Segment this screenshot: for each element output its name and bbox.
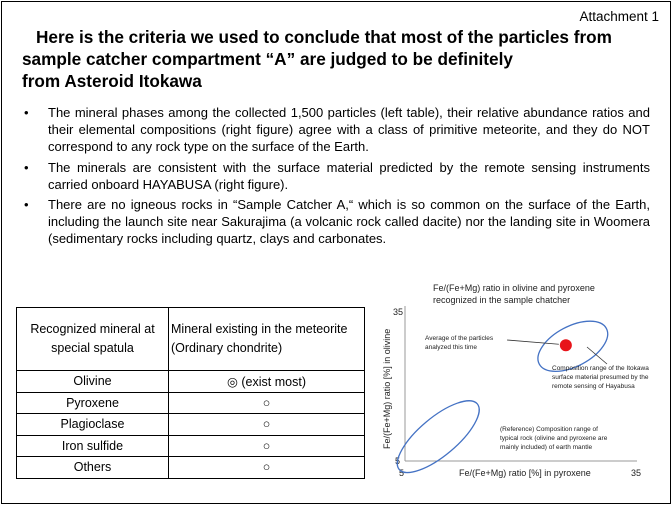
itokawa-annotation-line: Composition range of the Itokawa — [552, 365, 649, 372]
x-tick-label: 35 — [631, 468, 642, 478]
average-annotation-line: Average of the particles — [425, 335, 494, 342]
table-row — [17, 457, 365, 479]
page-title — [22, 26, 672, 92]
bullet-marker: • — [24, 159, 29, 175]
y-tick-label: 5 — [395, 456, 401, 466]
table-header-recognized: Recognized mineral at special spatula — [17, 308, 169, 371]
y-axis-label: Fe/(Fe+Mg) ratio [%] in olivine — [382, 328, 392, 449]
chart-title-line: Fe/(Fe+Mg) ratio in olivine and pyroxene — [433, 283, 595, 293]
itokawa-annotation-leader — [587, 347, 607, 364]
table-row — [17, 435, 365, 457]
fe-mg-ratio-chart — [375, 280, 665, 482]
itokawa-annotation-line: remote sensing of Hayabusa — [552, 383, 635, 390]
table-header-row — [17, 308, 365, 371]
bullet-item — [24, 104, 650, 156]
mineral-status: ◎ (exist most) — [169, 371, 365, 393]
bullet-item — [24, 159, 650, 193]
slide-frame — [1, 1, 671, 504]
bullet-item — [24, 196, 650, 248]
mineral-status: ○ — [169, 457, 365, 479]
bullet-marker: • — [24, 197, 29, 213]
mineral-name: Olivine — [17, 371, 169, 393]
title-line-3: from Asteroid Itokawa — [22, 71, 202, 91]
mantle-annotation-line: typical rock (olivine and pyroxene are — [500, 435, 608, 442]
bullet-text: There are no igneous rocks in “Sample Catcher A,“ which is so common on the surface of the Earth, including the launch site near Sakurajima (a volcanic rock called dacite) nor the landing site in Woomera (sedimentary rocks including quartz, clays and carbonates. — [48, 197, 650, 247]
average-particle-point — [560, 339, 572, 351]
attachment-label: Attachment 1 — [579, 9, 659, 24]
mineral-name: Iron sulfide — [17, 435, 169, 457]
table-header-meteorite: Mineral existing in the meteorite (Ordinary chondrite) — [169, 308, 365, 371]
average-annotation-leader — [507, 340, 559, 344]
mineral-name: Pyroxene — [17, 392, 169, 414]
title-line-1: Here is the criteria we used to conclude that most of the particles from — [36, 27, 612, 47]
mineral-status: ○ — [169, 435, 365, 457]
mineral-table — [16, 307, 365, 479]
table-row — [17, 414, 365, 436]
mineral-name: Others — [17, 457, 169, 479]
mineral-status: ○ — [169, 414, 365, 436]
bullet-list — [24, 104, 650, 251]
y-tick-label: 35 — [393, 307, 404, 317]
mineral-status: ○ — [169, 392, 365, 414]
x-axis-label: Fe/(Fe+Mg) ratio [%] in pyroxene — [459, 468, 591, 478]
x-tick-label: 5 — [399, 468, 405, 478]
title-line-2: sample catcher compartment “A” are judged to be definitely — [22, 49, 513, 69]
mineral-name: Plagioclase — [17, 414, 169, 436]
mantle-annotation-line: (Reference) Composition range of — [500, 426, 598, 433]
table-row — [17, 371, 365, 393]
average-annotation-line: analyzed this time — [425, 344, 478, 351]
chart-title-line: recognized in the sample chatcher — [433, 295, 571, 305]
itokawa-annotation-line: surface material presumed by the — [552, 374, 649, 381]
bullet-text: The mineral phases among the collected 1,500 particles (left table), their relative abundance ratios and their elemental compositions (right figure) agree with a class of primitive meteorite, and they do NOT correspond to any rock type on the surface of the Earth. — [48, 105, 650, 155]
mantle-annotation-line: mainly included) of earth mantle — [500, 444, 593, 451]
table-row — [17, 392, 365, 414]
bullet-text: The minerals are consistent with the surface material predicted by the remote sensing instruments carried onboard HAYABUSA (right figure). — [48, 159, 650, 192]
bullet-marker: • — [24, 105, 29, 120]
